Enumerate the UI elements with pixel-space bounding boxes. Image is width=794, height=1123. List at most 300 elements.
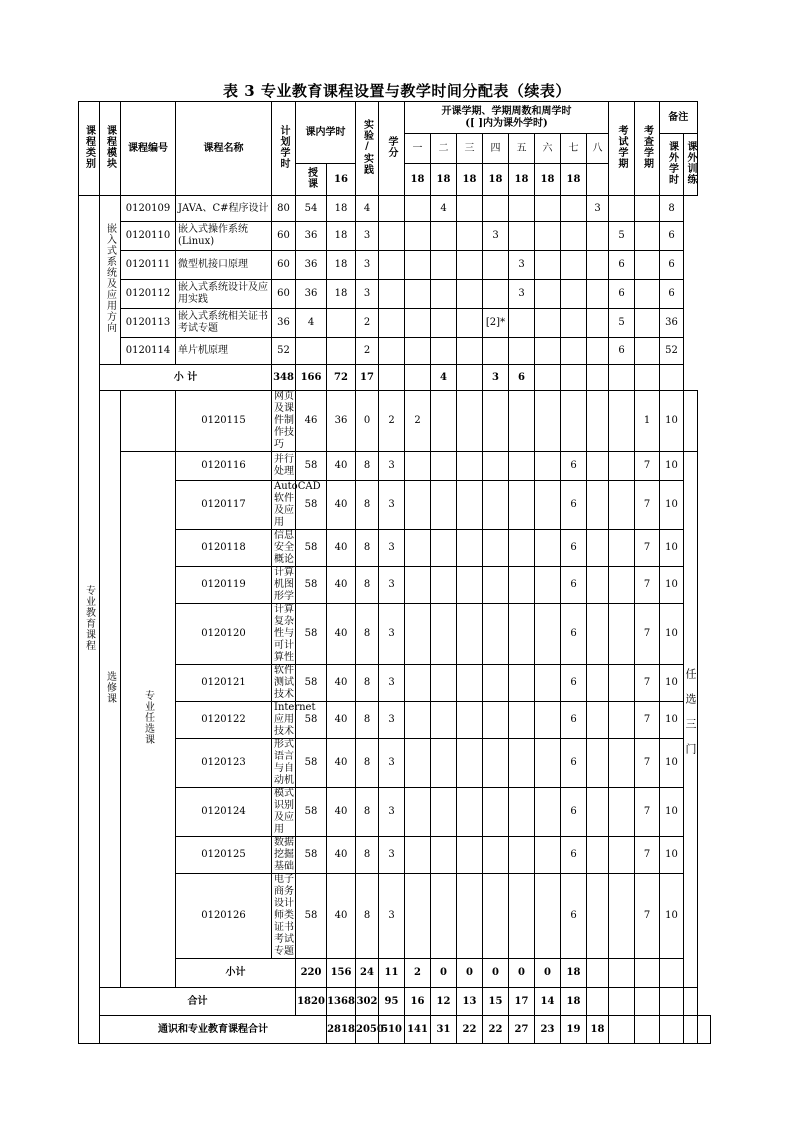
semester-2-hours [405, 309, 431, 338]
course-code: 0120114 [121, 338, 176, 365]
semester-8-hours [561, 251, 587, 280]
semester-4-hours [483, 481, 509, 530]
lecture-hours: 4 [296, 309, 327, 338]
semester-4-hours [483, 567, 509, 604]
course-code: 0120117 [176, 481, 272, 530]
course-name: 嵌入式系统设计及应用实践 [176, 280, 272, 309]
planned-hours: 80 [272, 196, 296, 222]
exam-term [609, 739, 635, 788]
header-weeks-7: 18 [535, 164, 561, 196]
total-row [79, 988, 711, 1016]
semester-3-hours [431, 251, 457, 280]
extra-hours: 10 [660, 452, 684, 481]
semester-4-hours [483, 702, 509, 739]
course-name: 电子商务设计师类证书考试专题 [272, 874, 296, 959]
experiment-hours: 8 [356, 481, 379, 530]
header-semester-8: 八 [587, 134, 609, 164]
course-name: AutoCAD 软件及应用 [272, 481, 296, 530]
sum-semester-3: 13 [457, 988, 483, 1016]
semester-5-hours [509, 604, 535, 665]
course-name: 嵌入式操作系统(Linux) [176, 222, 272, 251]
check-term [609, 196, 635, 222]
sum-semester-4: 27 [509, 1016, 535, 1044]
lecture-hours: 40 [327, 604, 356, 665]
extra-hours: 10 [660, 788, 684, 837]
course-code: 0120125 [176, 837, 272, 874]
course-name: 模式识别及应用 [272, 788, 296, 837]
semester-1-hours [379, 196, 405, 222]
semester-4-hours [483, 530, 509, 567]
sum-semester-3: 0 [457, 959, 483, 988]
semester-2-hours [431, 837, 457, 874]
semester-6-hours [509, 338, 535, 365]
experiment-hours [327, 338, 356, 365]
semester-2-hours [405, 251, 431, 280]
check-term: 6 [609, 338, 635, 365]
semester-5-hours [509, 567, 535, 604]
table-body [79, 102, 711, 1044]
sum-empty [587, 365, 609, 391]
sum-experiment: 510 [379, 1016, 405, 1044]
lecture-hours: 36 [296, 280, 327, 309]
extra-hours [635, 196, 660, 222]
lecture-hours: 40 [327, 567, 356, 604]
credits: 2 [356, 309, 379, 338]
exam-term [587, 222, 609, 251]
semester-7-hours: 6 [561, 481, 587, 530]
semester-3-hours [457, 788, 483, 837]
semester-3-hours: 4 [431, 196, 457, 222]
planned-hours: 58 [296, 665, 327, 702]
experiment-hours: 8 [356, 837, 379, 874]
note-choose-text: 任选三门 [684, 667, 697, 768]
semester-6-hours: 3 [509, 280, 535, 309]
semester-5-hours [483, 196, 509, 222]
check-term: 7 [635, 788, 660, 837]
semester-5-hours [509, 530, 535, 567]
sum-semester-5: 17 [509, 988, 535, 1016]
experiment-hours: 8 [356, 702, 379, 739]
exam-term [587, 251, 609, 280]
semester-1-hours [379, 309, 405, 338]
module-major-elective [121, 452, 176, 988]
module-major-elective-text: 专业任选课 [142, 690, 154, 745]
semester-1-hours [405, 874, 431, 959]
sum-semester-1: 16 [405, 988, 431, 1016]
course-code: 0120113 [121, 309, 176, 338]
module-embedded [100, 196, 121, 365]
semester-8-hours [587, 391, 609, 452]
sum-semester-8 [609, 1016, 635, 1044]
lecture-hours: 40 [327, 739, 356, 788]
semester-6-hours [535, 702, 561, 739]
credits: 3 [379, 702, 405, 739]
extra-training [684, 391, 698, 452]
course-code: 0120111 [121, 251, 176, 280]
check-term: 1 [635, 391, 660, 452]
semester-4-hours [457, 280, 483, 309]
lecture-hours: 36 [296, 251, 327, 280]
semester-7-hours [561, 391, 587, 452]
extra-training: 36 [660, 309, 684, 338]
semester-4-hours [483, 604, 509, 665]
extra-hours: 10 [660, 739, 684, 788]
sum-semester-1: 31 [431, 1016, 457, 1044]
embedded-course-row [79, 338, 711, 365]
semester-3-hours [457, 739, 483, 788]
module-elective [100, 391, 121, 988]
sum-semester-2: 22 [457, 1016, 483, 1044]
semester-2-hours [405, 196, 431, 222]
semester-5-hours: [2]* [483, 309, 509, 338]
planned-hours: 58 [296, 567, 327, 604]
credits: 3 [356, 280, 379, 309]
check-term: 7 [635, 481, 660, 530]
semester-3-hours [457, 665, 483, 702]
semester-1-hours [405, 837, 431, 874]
semester-4-hours [483, 788, 509, 837]
planned-hours: 46 [296, 391, 327, 452]
semester-1-hours [405, 481, 431, 530]
header-lecture: 授课 [296, 164, 327, 196]
course-name: 数据挖掘基础 [272, 837, 296, 874]
semester-5-hours [483, 280, 509, 309]
semester-7-hours: 6 [561, 665, 587, 702]
semester-2-hours [431, 391, 457, 452]
header-weeks-1: 16 [327, 164, 356, 196]
sum-experiment: 302 [356, 988, 379, 1016]
embedded-subtotal-label: 小 计 [100, 365, 272, 391]
sum-semester-7: 18 [561, 959, 587, 988]
check-term: 5 [609, 222, 635, 251]
semester-6-hours [509, 309, 535, 338]
check-term: 7 [635, 739, 660, 788]
semester-2-hours [431, 665, 457, 702]
header-extra-training: 课外训练 [684, 134, 698, 196]
embedded-course-row [79, 196, 711, 222]
semester-4-hours [483, 665, 509, 702]
sum-semester-3: 4 [431, 365, 457, 391]
semester-6-hours [535, 481, 561, 530]
planned-hours: 58 [296, 604, 327, 665]
semester-4-hours [457, 222, 483, 251]
extra-hours: 10 [660, 874, 684, 959]
header-extra-hours: 课外学时 [660, 134, 684, 196]
sum-empty [635, 988, 660, 1016]
semester-8-hours [587, 452, 609, 481]
header-in-class-hours: 课内学时 [296, 102, 356, 164]
check-term: 6 [609, 280, 635, 309]
lecture-hours: 36 [327, 391, 356, 452]
exam-term [609, 665, 635, 702]
embedded-course-row [79, 280, 711, 309]
header-semester-3: 三 [457, 134, 483, 164]
course-name: 软件测试技术 [272, 665, 296, 702]
semester-7-hours [535, 280, 561, 309]
semester-6-hours [535, 567, 561, 604]
lecture-hours: 36 [296, 222, 327, 251]
semester-2-hours [405, 338, 431, 365]
sum-semester-4: 15 [483, 988, 509, 1016]
semester-3-hours [431, 222, 457, 251]
extra-hours: 10 [660, 837, 684, 874]
semester-4-hours [483, 837, 509, 874]
semester-2-hours [431, 702, 457, 739]
lecture-hours: 54 [296, 196, 327, 222]
category-professional-text: 专业教育课程 [83, 584, 95, 651]
credits: 3 [379, 837, 405, 874]
semester-5-hours [509, 788, 535, 837]
sum-lecture: 2050 [356, 1016, 379, 1044]
exam-term [609, 391, 635, 452]
semester-4-hours [457, 251, 483, 280]
lecture-hours [296, 338, 327, 365]
semester-8-hours [587, 739, 609, 788]
semester-5-hours [509, 739, 535, 788]
header-semester-6: 六 [535, 134, 561, 164]
sum-semester-2: 12 [431, 988, 457, 1016]
sum-empty [635, 1016, 660, 1044]
check-term: 7 [635, 604, 660, 665]
course-name: 并行处理 [272, 452, 296, 481]
exam-term [609, 837, 635, 874]
semester-1-hours [405, 739, 431, 788]
semester-3-hours [457, 604, 483, 665]
sum-semester-2: 0 [431, 959, 457, 988]
credits: 2 [356, 338, 379, 365]
header-semester-7: 七 [561, 134, 587, 164]
course-name: Internet 应用技术 [272, 702, 296, 739]
semester-6-hours [535, 452, 561, 481]
embedded-course-row [79, 309, 711, 338]
grand-total-row [79, 1016, 711, 1044]
planned-hours: 36 [272, 309, 296, 338]
check-term: 5 [609, 309, 635, 338]
semester-2-hours [431, 788, 457, 837]
sum-semester-1: 2 [405, 959, 431, 988]
semester-1-hours [405, 702, 431, 739]
semester-3-hours [431, 309, 457, 338]
header-course-module: 课程模块 [100, 102, 121, 196]
experiment-hours: 18 [327, 222, 356, 251]
sum-semester-5: 23 [535, 1016, 561, 1044]
semester-6-hours [535, 665, 561, 702]
header-semester-2: 二 [431, 134, 457, 164]
sum-hours: 2818 [327, 1016, 356, 1044]
semester-3-hours [431, 338, 457, 365]
credits: 3 [356, 251, 379, 280]
sum-semester-6: 19 [561, 1016, 587, 1044]
planned-hours: 58 [296, 702, 327, 739]
planned-hours: 58 [296, 837, 327, 874]
course-name: 单片机原理 [176, 338, 272, 365]
course-code: 0120112 [121, 280, 176, 309]
sum-semester-8 [587, 959, 609, 988]
header-weeks-5: 18 [483, 164, 509, 196]
course-name: 信息安全概论 [272, 530, 296, 567]
semester-8-hours [561, 309, 587, 338]
semester-1-hours [405, 788, 431, 837]
semester-3-hours [431, 280, 457, 309]
semester-2-hours [431, 874, 457, 959]
semester-7-hours [535, 196, 561, 222]
planned-hours: 60 [272, 251, 296, 280]
planned-hours: 58 [296, 739, 327, 788]
semester-8-hours [561, 280, 587, 309]
sum-hours: 348 [272, 365, 296, 391]
course-name: 形式语言与自动机 [272, 739, 296, 788]
semester-1-hours [405, 530, 431, 567]
header-planned-hours: 计划学时 [272, 102, 296, 196]
course-code: 0120126 [176, 874, 272, 959]
experiment-hours: 18 [327, 280, 356, 309]
sum-semester-8 [561, 365, 587, 391]
sum-lecture: 156 [327, 959, 356, 988]
lecture-hours: 40 [327, 702, 356, 739]
semester-3-hours [457, 530, 483, 567]
credits: 3 [379, 739, 405, 788]
experiment-hours: 18 [327, 196, 356, 222]
sum-empty [609, 988, 635, 1016]
major-elective-row [79, 452, 711, 481]
experiment-hours: 8 [356, 452, 379, 481]
sum-empty [635, 365, 660, 391]
sum-semester-3: 22 [483, 1016, 509, 1044]
header-semester-group [405, 102, 609, 134]
experiment-hours: 0 [356, 391, 379, 452]
header-credits: 学分 [379, 102, 405, 196]
experiment-hours: 8 [356, 874, 379, 959]
course-name: 计算复杂性与可计算性 [272, 604, 296, 665]
header-course-name: 课程名称 [176, 102, 272, 196]
header-semester-4: 四 [483, 134, 509, 164]
extra-hours [635, 222, 660, 251]
embedded-course-row [79, 222, 711, 251]
planned-hours: 58 [296, 452, 327, 481]
exam-term [609, 788, 635, 837]
sum-empty [635, 959, 660, 988]
experiment-hours: 8 [356, 739, 379, 788]
planned-hours: 60 [272, 222, 296, 251]
semester-3-hours [457, 567, 483, 604]
extra-hours [635, 338, 660, 365]
semester-8-hours [587, 665, 609, 702]
semester-1-hours [405, 452, 431, 481]
sum-semester-7: 18 [561, 988, 587, 1016]
course-code: 0120123 [176, 739, 272, 788]
semester-2-hours [431, 567, 457, 604]
header-weeks-4: 18 [457, 164, 483, 196]
header-semester-note: ([ ]内为课外学时) [465, 117, 548, 129]
exam-term [609, 452, 635, 481]
total-label: 合计 [100, 988, 296, 1016]
semester-6-hours [535, 788, 561, 837]
grand-total-label: 通识和专业教育课程合计 [100, 1016, 327, 1044]
semester-8-hours [587, 604, 609, 665]
header-semester-title: 开课学期、学期周数和周学时 [441, 105, 572, 117]
credits: 3 [379, 604, 405, 665]
sum-lecture: 166 [296, 365, 327, 391]
semester-5-hours [509, 452, 535, 481]
check-term: 7 [635, 567, 660, 604]
semester-1-hours [405, 567, 431, 604]
semester-6-hours [509, 222, 535, 251]
semester-7-hours [535, 251, 561, 280]
credits: 4 [356, 196, 379, 222]
semester-3-hours [457, 391, 483, 452]
semester-7-hours: 6 [561, 530, 587, 567]
semester-2-hours [431, 530, 457, 567]
sum-semester-1 [379, 365, 405, 391]
experiment-hours: 8 [356, 788, 379, 837]
header-exam-term: 考试学期 [609, 102, 635, 196]
semester-7-hours: 6 [561, 837, 587, 874]
planned-hours: 58 [296, 481, 327, 530]
semester-7-hours [535, 309, 561, 338]
sum-empty [660, 959, 684, 988]
sum-semester-5: 0 [509, 959, 535, 988]
header-weeks-8: 18 [561, 164, 587, 196]
credits: 3 [379, 874, 405, 959]
embedded-course-row [79, 251, 711, 280]
course-name: 微型机接口原理 [176, 251, 272, 280]
course-code: 0120124 [176, 788, 272, 837]
check-term: 7 [635, 874, 660, 959]
course-name: 计算机图形学 [272, 567, 296, 604]
semester-5-hours [509, 665, 535, 702]
lecture-hours: 40 [327, 665, 356, 702]
semester-8-hours [587, 837, 609, 874]
semester-7-hours [535, 338, 561, 365]
semester-5-hours: 3 [483, 222, 509, 251]
course-code: 0120115 [176, 391, 272, 452]
sum-semester-4 [457, 365, 483, 391]
experiment-hours: 8 [356, 665, 379, 702]
course-code: 0120118 [176, 530, 272, 567]
semester-7-hours: 6 [561, 452, 587, 481]
sum-credits: 11 [379, 959, 405, 988]
course-name: 嵌入式系统相关证书考试专题 [176, 309, 272, 338]
semester-8-hours [587, 530, 609, 567]
semester-7-hours [535, 222, 561, 251]
header-semester-1: 一 [405, 134, 431, 164]
credits: 3 [379, 567, 405, 604]
credits: 3 [379, 665, 405, 702]
experiment-hours: 8 [356, 604, 379, 665]
sum-empty [609, 365, 635, 391]
note-choose-three [684, 452, 698, 988]
extra-hours: 10 [660, 391, 684, 452]
planned-hours: 60 [272, 280, 296, 309]
extra-training: 52 [660, 338, 684, 365]
elective-subtotal-label: 小计 [176, 959, 296, 988]
semester-6-hours [509, 196, 535, 222]
experiment-hours [327, 309, 356, 338]
sum-experiment: 24 [356, 959, 379, 988]
experiment-hours: 8 [356, 567, 379, 604]
semester-4-hours [483, 739, 509, 788]
exam-term [609, 567, 635, 604]
extra-training: 6 [660, 280, 684, 309]
course-code: 0120110 [121, 222, 176, 251]
sum-empty [660, 365, 684, 391]
sum-semester-5: 3 [483, 365, 509, 391]
header-semester-5: 五 [509, 134, 535, 164]
semester-1-hours [379, 251, 405, 280]
sum-hours: 1820 [296, 988, 327, 1016]
header-remarks: 备注 [660, 102, 698, 134]
sum-empty [660, 988, 684, 1016]
